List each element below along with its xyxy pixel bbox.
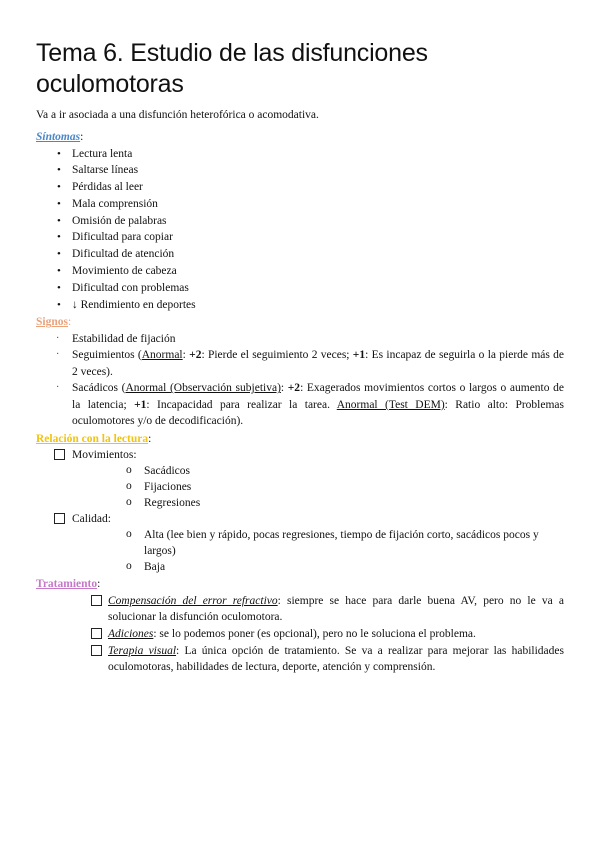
bullet-icon: o xyxy=(126,528,132,541)
list-item: Movimientos: o Sacádicos o Fijaciones o Regresiones xyxy=(36,447,564,511)
list-item: Terapia visual: La única opción de tratamiento. Se va a realizar para mejorar las habilidades oculomotoras, habilidades de lectura, deporte, atención y comprensión. xyxy=(36,643,564,675)
signos-list xyxy=(36,331,564,430)
list-item: o Regresiones xyxy=(126,496,201,510)
bullet-icon: o xyxy=(126,480,132,493)
bullet-icon: · xyxy=(56,382,60,394)
sintomas-list xyxy=(36,146,564,314)
bullet-icon: • xyxy=(57,164,61,177)
list-item: • Mala comprensión xyxy=(36,196,564,213)
tratamiento-heading: Tratamiento: xyxy=(36,578,101,591)
relacion-heading: Relación con la lectura: xyxy=(36,432,152,445)
bullet-icon: • xyxy=(57,231,61,244)
bullet-icon: · xyxy=(56,349,60,361)
checkbox-icon xyxy=(54,449,65,460)
bullet-icon: • xyxy=(57,147,61,160)
list-item: o Sacádicos xyxy=(126,464,190,478)
list-item: • Movimiento de cabeza xyxy=(36,263,564,280)
bullet-icon: o xyxy=(126,464,132,477)
checkbox-icon xyxy=(91,595,102,606)
movimientos-sublist xyxy=(72,463,564,511)
bullet-icon: • xyxy=(57,265,61,278)
list-item: · Sacádicos (Anormal (Observación subjetiva): +2: Exagerados movimientos cortos o largos o aumento de la latencia; +1: Incapacidad para realizar la tarea. Anormal (Test DEM): Ratio alto: Problemas oculomotores y/o de decodificación). xyxy=(56,382,565,428)
list-item: • ↓ Rendimiento en deportes xyxy=(36,297,564,314)
list-item: · Estabilidad de fijación xyxy=(36,331,564,348)
bullet-icon: o xyxy=(126,560,132,573)
sintomas-heading: Síntomas: xyxy=(36,131,84,143)
list-item: • Lectura lenta xyxy=(36,146,564,163)
document-page xyxy=(36,0,564,676)
checkbox-icon xyxy=(91,628,102,639)
bullet-icon: • xyxy=(57,181,61,194)
bullet-icon: • xyxy=(57,197,61,210)
tratamiento-list xyxy=(36,593,564,675)
bullet-icon: · xyxy=(56,332,60,344)
bullet-icon: o xyxy=(126,496,132,509)
list-item: o Fijaciones xyxy=(126,480,192,494)
bullet-icon: • xyxy=(57,298,61,311)
page-title: Tema 6. Estudio de las disfunciones oculomotoras xyxy=(36,39,428,98)
checkbox-icon xyxy=(54,513,65,524)
bullet-icon: • xyxy=(57,281,61,294)
bullet-icon: • xyxy=(57,248,61,261)
list-item: o Alta (lee bien y rápido, pocas regresiones, tiempo de fijación corto, sacádicos pocos y largos) xyxy=(126,528,539,558)
checkbox-icon xyxy=(91,645,102,656)
list-item: Calidad: o Alta (lee bien y rápido, pocas regresiones, tiempo de fijación corto, sacádicos pocos y largos) o Baja xyxy=(36,511,564,575)
list-item: • Saltarse líneas xyxy=(36,162,564,179)
intro-text: Va a ir asociada a una disfunción heterofórica o acomodativa. xyxy=(36,109,319,121)
relacion-list xyxy=(36,447,564,575)
list-item: o Baja xyxy=(126,560,166,574)
list-item: • Omisión de palabras xyxy=(36,213,564,230)
bullet-icon: • xyxy=(57,214,61,227)
list-item: Adiciones: se lo podemos poner (es opcional), pero no le soluciona el problema. xyxy=(36,626,564,642)
list-item: • Dificultad con problemas xyxy=(36,280,564,297)
list-item: • Dificultad de atención xyxy=(36,246,564,263)
signos-heading: Signos: xyxy=(36,316,72,329)
calidad-sublist xyxy=(72,527,564,575)
list-item: Compensación del error refractivo: siempre se hace para darle buena AV, pero no le va a solucionar la disfunción oculomotora. xyxy=(36,593,564,625)
list-item: · Seguimientos (Anormal: +2: Pierde el seguimiento 2 veces; +1: Es incapaz de seguirla o la pierde más de 2 veces). xyxy=(56,349,564,378)
list-item: • Dificultad para copiar xyxy=(36,229,564,246)
list-item: • Pérdidas al leer xyxy=(36,179,564,196)
